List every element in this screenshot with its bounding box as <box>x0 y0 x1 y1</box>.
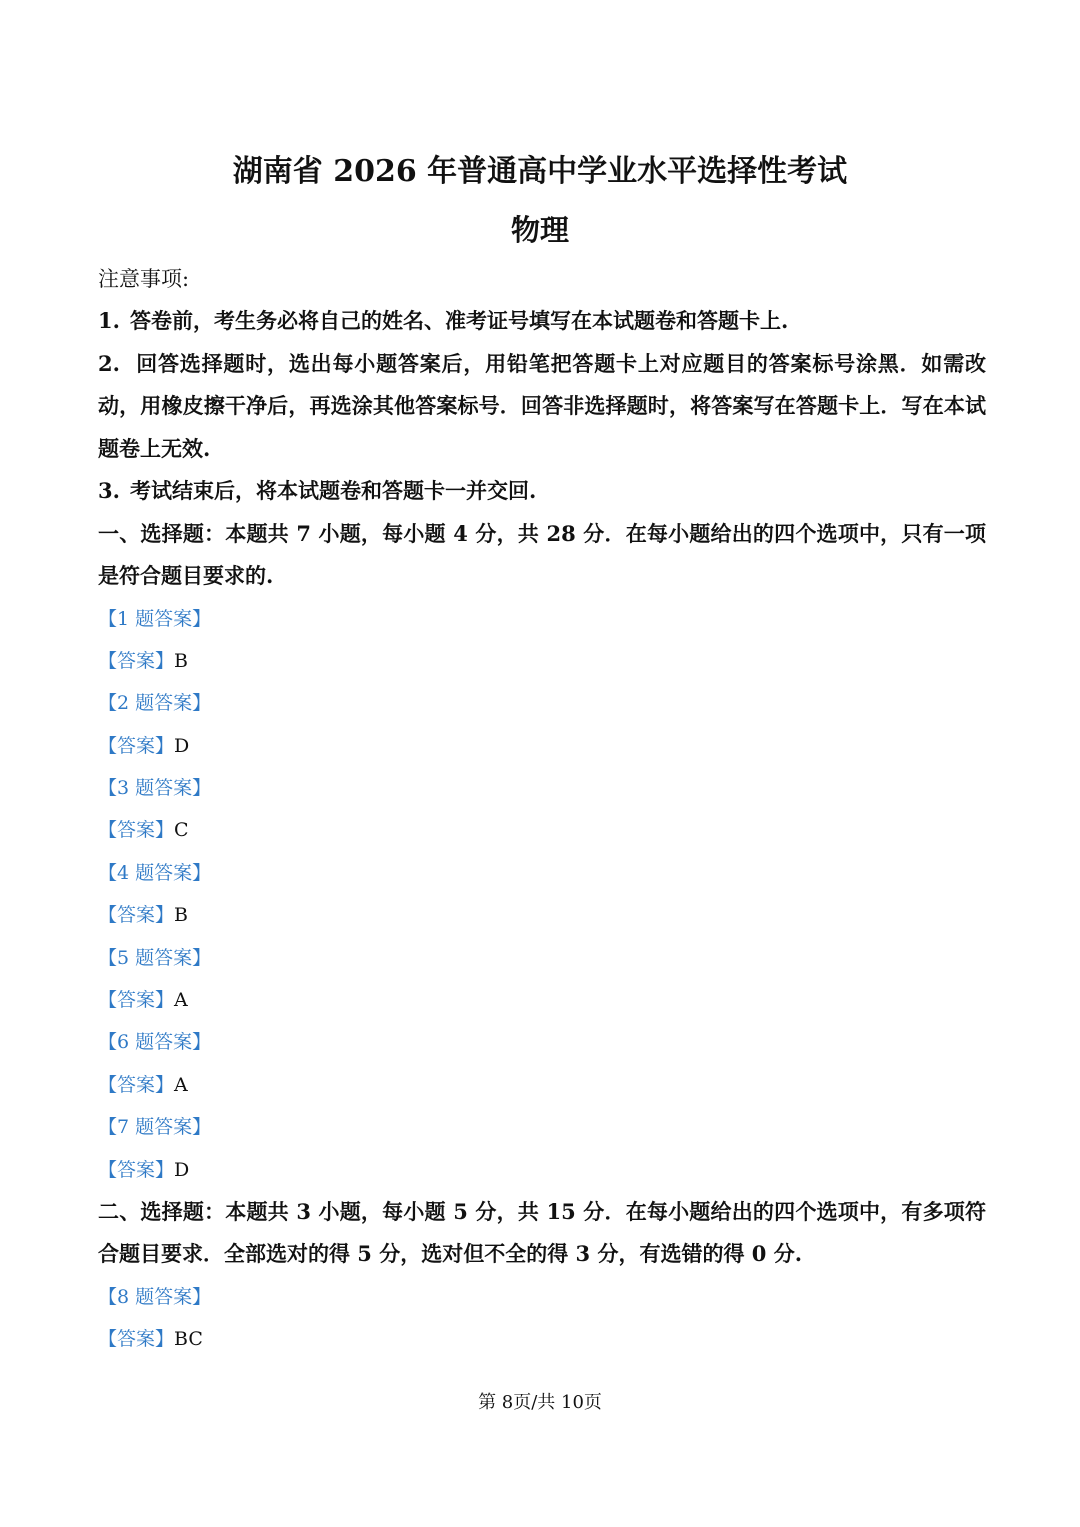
answer-line <box>98 894 986 936</box>
notice-text: 答卷前，考生务必将自己的姓名、准考证号填写在本试题卷和答题卡上. <box>130 308 789 333</box>
question-label-text: 【6 题答案】 <box>98 1031 212 1054</box>
page-body <box>98 258 986 1361</box>
answer-value: BC <box>174 1328 203 1351</box>
question-label-text: 【1 题答案】 <box>98 607 212 630</box>
answer-tag: 【答案】 <box>98 989 175 1012</box>
notice-item-3 <box>98 470 986 513</box>
answer-tag: 【答案】 <box>98 649 175 672</box>
question-label-text: 【2 题答案】 <box>98 692 212 715</box>
answer-value: D <box>174 734 190 757</box>
answer-line <box>98 640 986 682</box>
subject-title: 物理 <box>510 213 569 247</box>
question-label-text: 【8 题答案】 <box>98 1285 212 1308</box>
notice-item-1 <box>98 300 986 343</box>
question-label <box>98 1276 986 1318</box>
answer-line <box>98 725 986 767</box>
notice-text: 回答选择题时，选出每小题答案后，用铅笔把答题卡上对应题目的答案标号涂黑．如需改动，用橡皮擦干净后，再选涂其他答案标号．回答非选择题时，将答案写在答题卡上．写在本试题卷上无效. <box>98 350 986 461</box>
answer-value: A <box>174 1073 188 1096</box>
page-footer: 第 8页/共 10页 <box>478 1392 602 1413</box>
question-label-text: 【4 题答案】 <box>98 861 212 884</box>
notice-text: 考试结束后，将本试题卷和答题卡一并交回. <box>130 478 537 503</box>
question-label <box>98 598 986 640</box>
answer-tag: 【答案】 <box>98 1328 175 1351</box>
answer-line <box>98 1318 986 1360</box>
question-label-text: 【5 题答案】 <box>98 946 212 969</box>
answer-line <box>98 1064 986 1106</box>
notice-heading: 注意事项: <box>98 267 190 291</box>
answer-tag: 【答案】 <box>98 904 175 927</box>
question-label-text: 【3 题答案】 <box>98 777 212 800</box>
answer-value: A <box>174 989 188 1012</box>
question-label <box>98 937 986 979</box>
question-label-text: 【7 题答案】 <box>98 1116 212 1139</box>
section-2-heading: 二、选择题：本题共 3 小题，每小题 5 分，共 15 分．在每小题给出的四个选项中，有多项符合题目要求．全部选对的得 5 分，选对但不全的得 3 分，有选错的得 0 分. <box>98 1198 986 1267</box>
section-1-heading: 一、选择题：本题共 7 小题，每小题 4 分，共 28 分．在每小题给出的四个选项中，只有一项是符合题目要求的. <box>98 520 986 588</box>
answer-value: B <box>174 904 188 927</box>
answer-value: D <box>174 1158 190 1181</box>
answer-line <box>98 979 986 1021</box>
answer-tag: 【答案】 <box>98 819 175 842</box>
question-label <box>98 852 986 894</box>
question-label <box>98 767 986 809</box>
section-1-answers <box>98 598 986 1191</box>
answer-tag: 【答案】 <box>98 1158 175 1181</box>
notice-number: 3. <box>98 478 120 503</box>
notice-number: 2. <box>98 350 120 376</box>
answer-line <box>98 809 986 851</box>
exam-title: 湖南省 2026 年普通高中学业水平选择性考试 <box>232 154 848 189</box>
question-label <box>98 682 986 724</box>
answer-tag: 【答案】 <box>98 734 175 757</box>
question-label <box>98 1106 986 1148</box>
answer-line <box>98 1149 986 1191</box>
question-label <box>98 1021 986 1063</box>
answer-tag: 【答案】 <box>98 1073 175 1096</box>
notice-item-2 <box>98 343 986 471</box>
answer-value: C <box>174 819 189 842</box>
section-2-answers <box>98 1276 986 1361</box>
answer-value: B <box>174 649 188 672</box>
notice-number: 1. <box>98 308 120 333</box>
